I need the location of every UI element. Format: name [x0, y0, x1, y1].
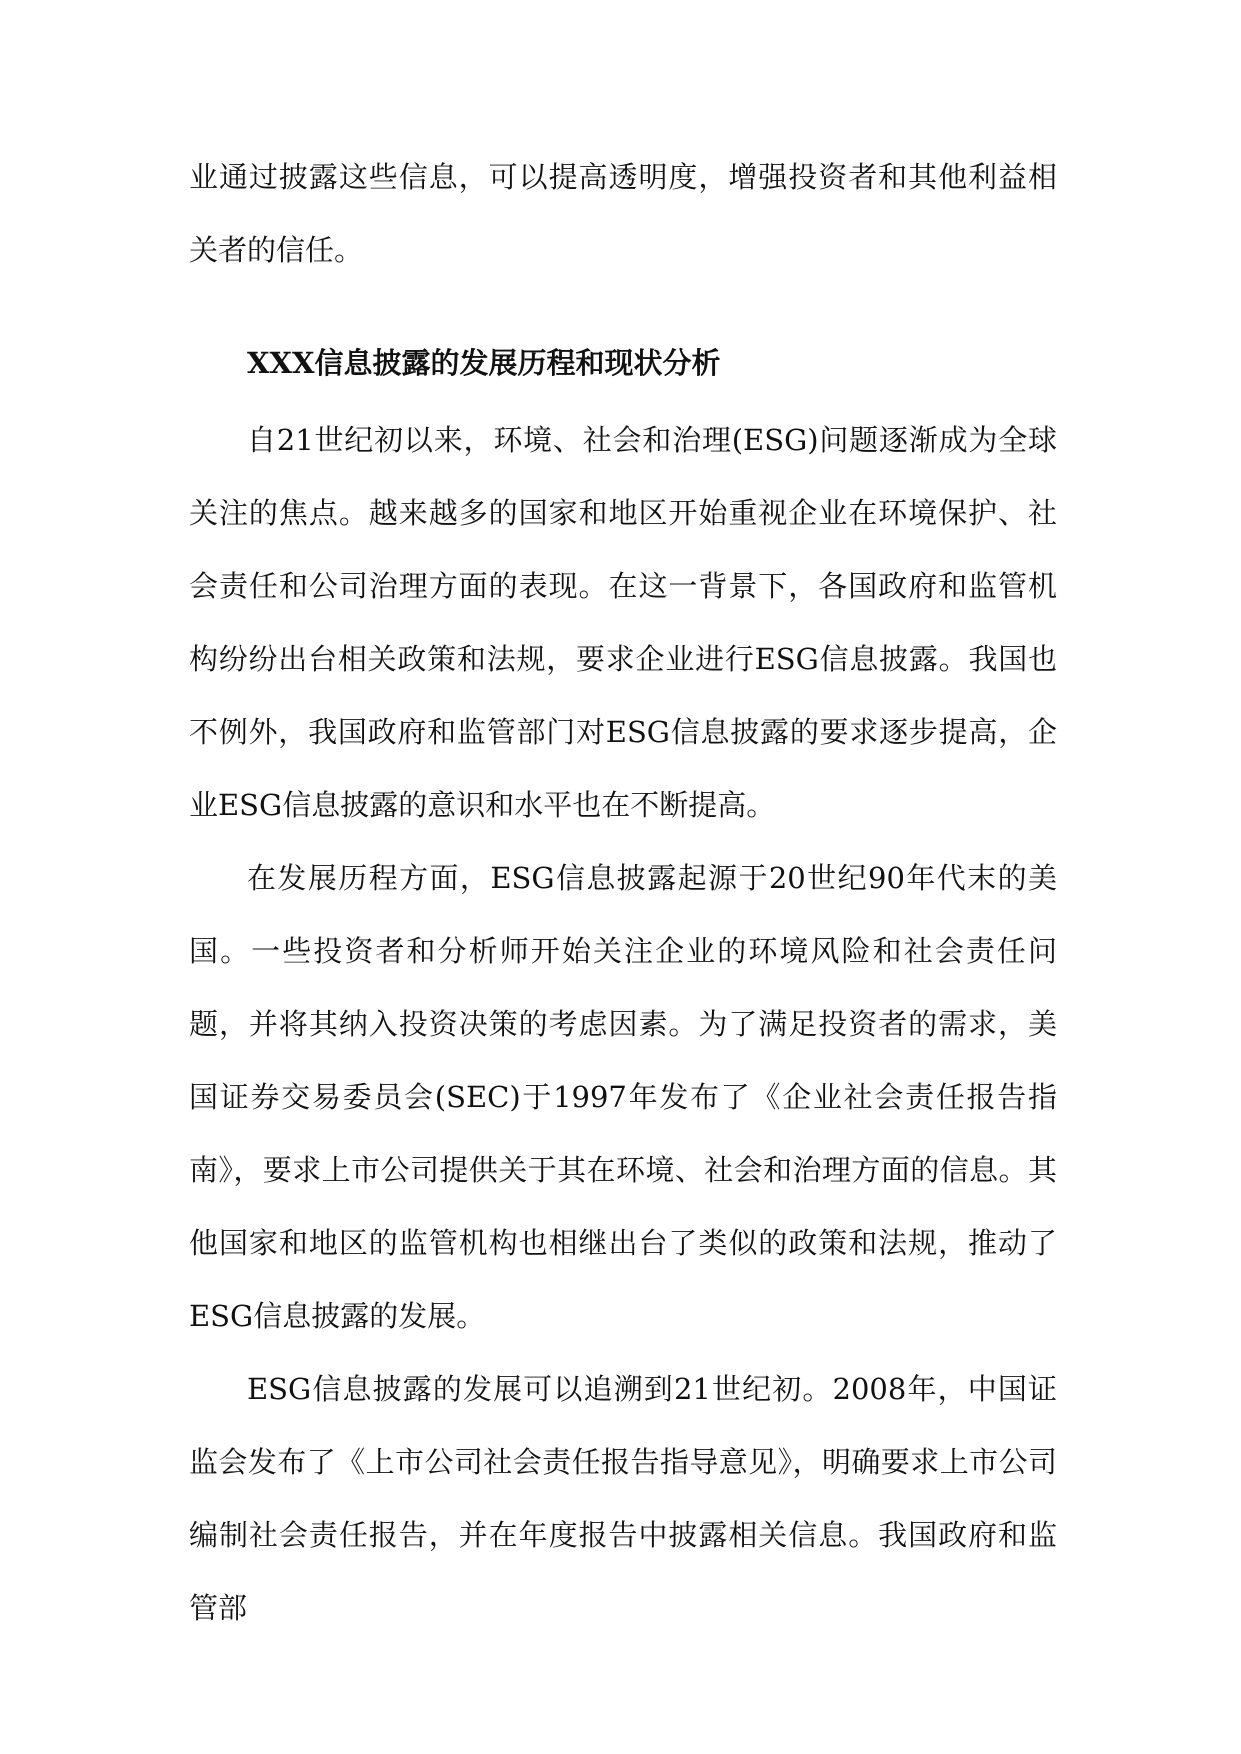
- body-paragraph: 在发展历程方面，ESG信息披露起源于20世纪90年代末的美国。一些投资者和分析师开始关注企业的环境风险和社会责任问题，并将其纳入投资决策的考虑因素。为了满足投资者的需求，美国证券交易委员会(SEC)于1997年发布了《企业社会责任报告指南》，要求上市公司提供关于其在环境、社会和治理方面的信息。其他国家和地区的监管机构也相继出台了类似的政策和法规，推动了ESG信息披露的发展。: [189, 861, 1057, 1333]
- document-body: [189, 141, 1057, 1645]
- section-heading: XXX信息披露的发展历程和现状分析: [247, 346, 721, 380]
- continuation-paragraph: 业通过披露这些信息，可以提高透明度，增强投资者和其他利益相关者的信任。: [189, 160, 1057, 267]
- body-paragraph: ESG信息披露的发展可以追溯到21世纪初。2008年，中国证监会发布了《上市公司社会责任报告指导意见》，明确要求上市公司编制社会责任报告，并在年度报告中披露相关信息。我国政府和监管部: [189, 1372, 1057, 1625]
- body-paragraph: 自21世纪初以来，环境、社会和治理(ESG)问题逐渐成为全球关注的焦点。越来越多的国家和地区开始重视企业在环境保护、社会责任和公司治理方面的表现。在这一背景下，各国政府和监管机构纷纷出台相关政策和法规，要求企业进行ESG信息披露。我国也不例外，我国政府和监管部门对ESG信息披露的要求逐步提高，企业ESG信息披露的意识和水平也在不断提高。: [189, 423, 1057, 822]
